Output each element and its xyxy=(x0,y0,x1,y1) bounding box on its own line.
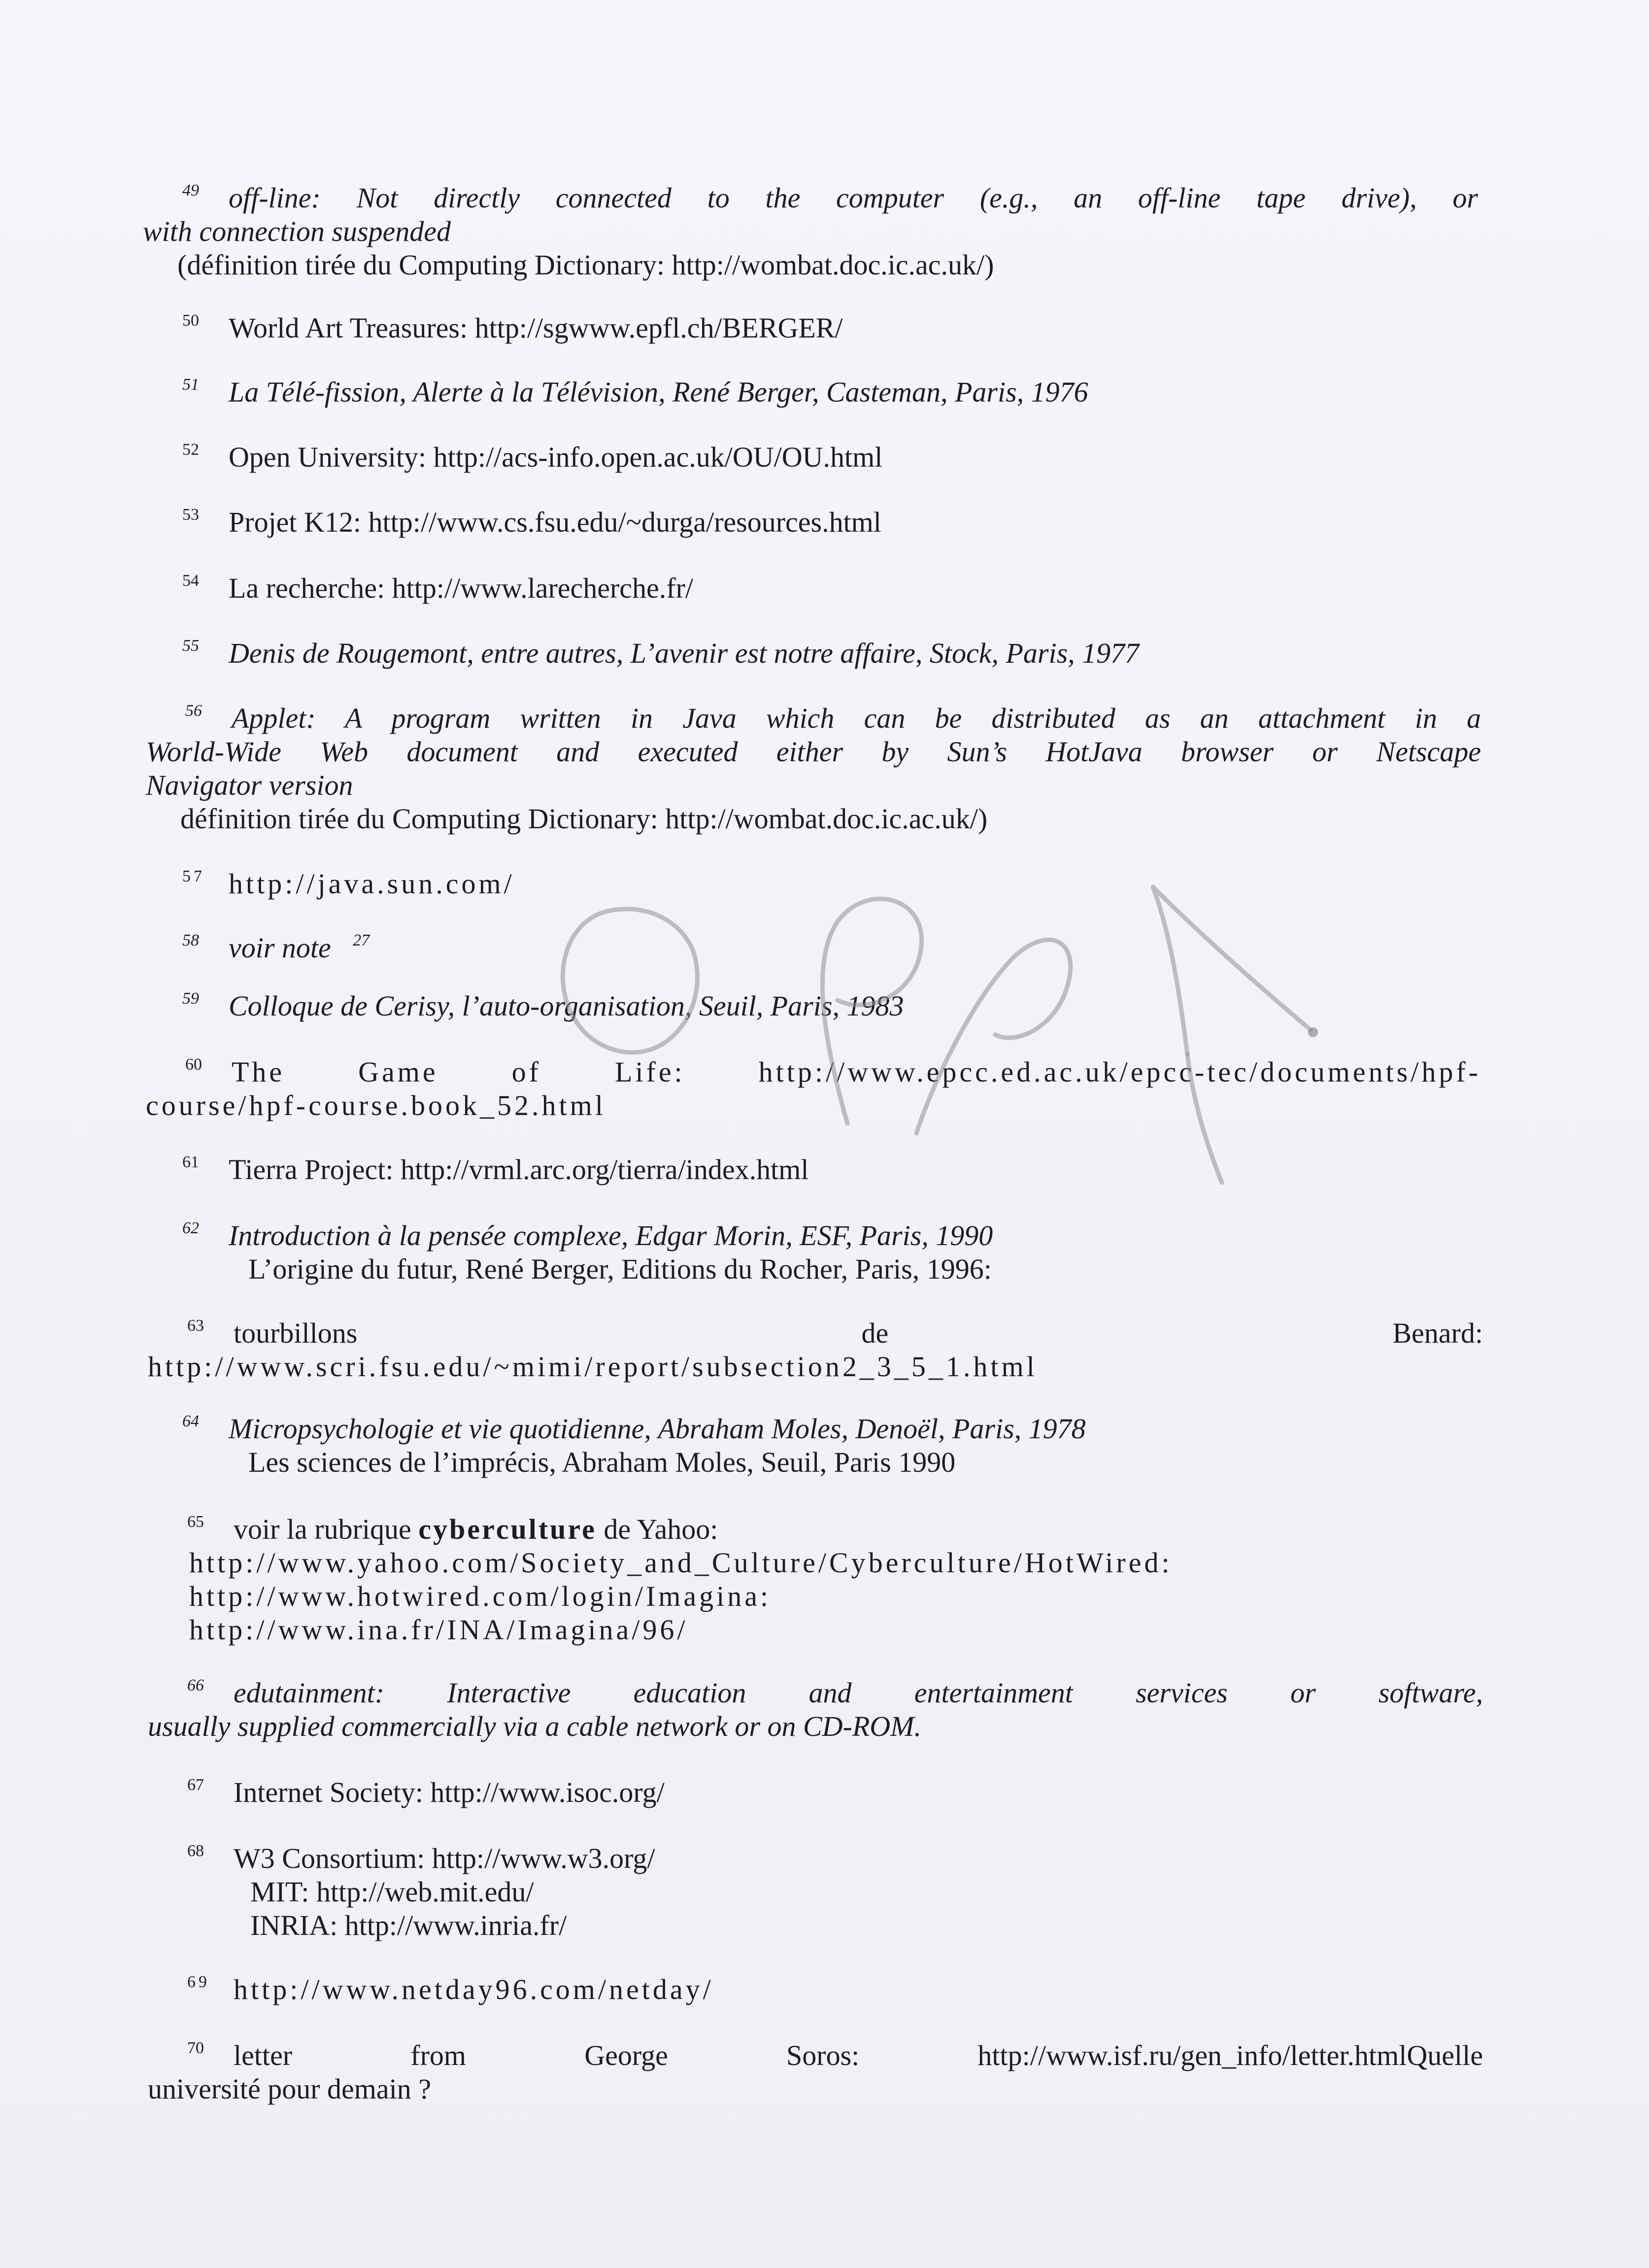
pencil-stroke-diagonal xyxy=(1153,887,1311,1054)
footnote-67 xyxy=(148,1776,1483,1809)
footnote-62 xyxy=(143,1219,1478,1286)
footnote-55 xyxy=(143,637,1478,670)
footnote-67-line-1: 67 Internet Society: http://www.isoc.org/ xyxy=(187,1776,665,1808)
footnote-text: voir la rubrique xyxy=(234,1513,411,1545)
footnote-63-line-2: http://www.scri.fsu.edu/~mimi/report/subsection2_3_5_1.html xyxy=(148,1351,1038,1383)
footnote-text: Colloque de Cerisy, l’auto-organisation, Seuil, Paris, 1983 xyxy=(229,990,904,1022)
footnote-64-line-1: 64 Micropsychologie et vie quotidienne, Abraham Moles, Denoël, Paris, 1978 xyxy=(182,1412,1086,1445)
handwritten-pencil-mark xyxy=(532,867,1439,1222)
footnote-63-line-1 xyxy=(148,1317,1483,1350)
footnote-49 xyxy=(143,181,1478,282)
footnote-53-line-1: 53 Projet K12: http://www.cs.fsu.edu/~durga/resources.html xyxy=(182,506,881,538)
footnote-62-line-2: L’origine du futur, René Berger, Editions du Rocher, Paris, 1996: xyxy=(248,1253,992,1285)
footnote-49-line-2: with connection suspended xyxy=(143,215,451,247)
footnote-49-line-3: (définition tirée du Computing Dictionary: http://wombat.doc.ic.ac.uk/) xyxy=(177,249,994,281)
footnote-text: Applet: A program written in Java which can be distributed as an attachment in a xyxy=(232,702,1481,734)
footnote-69 xyxy=(148,1973,1483,2006)
footnote-69-line-1: 69 http://www.netday96.com/netday/ xyxy=(187,1973,714,2005)
footnote-text: off-line: Not directly connected to the computer (e.g., an off-line tape drive), or xyxy=(229,182,1478,214)
pencil-dot xyxy=(1308,1027,1318,1037)
footnote-text: Micropsychologie et vie quotidienne, Abraham Moles, Denoël, Paris, 1978 xyxy=(229,1413,1086,1445)
footnote-58-line-1: 58 voir note 27 xyxy=(182,931,370,964)
footnote-59-line-1: 59 Colloque de Cerisy, l’auto-organisation, Seuil, Paris, 1983 xyxy=(182,989,904,1022)
footnote-56-line-3: Navigator version xyxy=(146,769,353,801)
footnote-61-line-1: 61 Tierra Project: http://vrml.arc.org/tierra/index.html xyxy=(182,1153,809,1185)
footnote-63-word: de xyxy=(861,1317,889,1349)
footnote-64-line-2: Les sciences de l’imprécis, Abraham Moles, Seuil, Paris 1990 xyxy=(248,1446,956,1478)
footnote-text: http://www.netday96.com/netday/ xyxy=(234,1973,714,2005)
footnote-56-line-2: World-Wide Web document and executed either by Sun’s HotJava browser or Netscape xyxy=(146,736,1481,768)
footnote-68-line-1: 68 W3 Consortium: http://www.w3.org/ xyxy=(187,1842,655,1874)
footnote-60-line-2: course/hpf-course.book_52.html xyxy=(146,1089,606,1121)
footnote-70-line-2: université pour demain ? xyxy=(148,2073,431,2105)
footnote-49-line-1: 49 off-line: Not directly connected to the computer (e.g., an off-line tape drive), or xyxy=(182,181,1478,214)
footnote-text: http://java.sun.com/ xyxy=(229,868,515,900)
footnote-68-line-2: MIT: http://web.mit.edu/ xyxy=(250,1876,534,1908)
footnote-text: W3 Consortium: http://www.w3.org/ xyxy=(234,1842,655,1874)
footnote-56-line-1: 56 Applet: A program written in Java which can be distributed as an attachment in a xyxy=(185,702,1481,734)
footnote-text: Denis de Rougemont, entre autres, L’avenir est notre affaire, Stock, Paris, 1977 xyxy=(229,637,1140,669)
footnote-51-line-1: 51 La Télé-fission, Alerte à la Télévision, René Berger, Casteman, Paris, 1976 xyxy=(182,375,1088,408)
footnote-text: voir note xyxy=(229,932,331,964)
footnote-text: letter from George Soros: http://www.isf.ru/gen_info/letter.htmlQuelle xyxy=(234,2039,1483,2071)
footnote-text: World Art Treasures: http://sgwww.epfl.ch/BERGER/ xyxy=(229,312,843,344)
footnote-50-line-1: 50 World Art Treasures: http://sgwww.epfl.ch/BERGER/ xyxy=(182,311,843,344)
footnote-text-tail: de Yahoo: xyxy=(604,1513,718,1545)
pencil-stroke-loop-1 xyxy=(822,899,921,1123)
footnote-68 xyxy=(148,1842,1483,1942)
footnote-66-line-1: 66 edutainment: Interactive education and entertainment services or software, xyxy=(187,1676,1483,1709)
footnote-text: tourbillons xyxy=(234,1317,358,1349)
footnote-51 xyxy=(143,375,1478,409)
footnote-56-line-4: définition tirée du Computing Dictionary: http://wombat.doc.ic.ac.uk/) xyxy=(180,803,988,835)
footnote-text: The Game of Life: http://www.epcc.ed.ac.uk/epcc-tec/documents/hpf- xyxy=(232,1056,1481,1088)
footnote-63-start: 63 tourbillons xyxy=(187,1317,358,1349)
footnote-text: Introduction à la pensée complexe, Edgar Morin, ESF, Paris, 1990 xyxy=(229,1219,993,1252)
footnote-55-line-1: 55 Denis de Rougemont, entre autres, L’avenir est notre affaire, Stock, Paris, 1977 xyxy=(182,637,1140,669)
footnote-54-line-1: 54 La recherche: http://www.larecherche.fr/ xyxy=(182,572,694,604)
footnote-text: La recherche: http://www.larecherche.fr/ xyxy=(229,572,694,604)
footnote-62-line-1: 62 Introduction à la pensée complexe, Edgar Morin, ESF, Paris, 1990 xyxy=(182,1219,993,1252)
cyberculture-keyword: cyberculture xyxy=(418,1513,597,1545)
footnote-54 xyxy=(143,572,1478,605)
footnote-52-line-1: 52 Open University: http://acs-info.open.ac.uk/OU/OU.html xyxy=(182,440,883,473)
footnote-65-url-ina: http://www.ina.fr/INA/Imagina/96/ xyxy=(189,1614,688,1646)
footnote-66 xyxy=(148,1676,1483,1743)
footnote-50 xyxy=(143,311,1478,345)
footnote-text: Open University: http://acs-info.open.ac.uk/OU/OU.html xyxy=(229,441,883,473)
footnote-63-word: Benard: xyxy=(1392,1317,1483,1349)
footnote-70-line-1: 70 letter from George Soros: http://www.isf.ru/gen_info/letter.htmlQuelle xyxy=(187,2039,1483,2071)
footnote-53 xyxy=(143,506,1478,539)
footnote-text: Projet K12: http://www.cs.fsu.edu/~durga/resources.html xyxy=(229,506,881,538)
footnote-65-url-yahoo: http://www.yahoo.com/Society_and_Culture/Cyberculture/HotWired: xyxy=(189,1547,1173,1579)
pencil-stroke-loop-2 xyxy=(916,940,1071,1133)
footnote-text: Internet Society: http://www.isoc.org/ xyxy=(234,1776,665,1808)
footnote-66-line-2: usually supplied commercially via a cable network or on CD-ROM. xyxy=(148,1710,921,1742)
pencil-stroke-tail xyxy=(1187,1054,1222,1183)
footnote-text: edutainment: Interactive education and entertainment services or software, xyxy=(234,1677,1483,1709)
footnote-57-line-1: 57 http://java.sun.com/ xyxy=(182,867,515,900)
footnote-65-url-hotwired: http://www.hotwired.com/login/Imagina: xyxy=(189,1580,772,1612)
footnote-70 xyxy=(148,2039,1483,2106)
footnote-text: Tierra Project: http://vrml.arc.org/tierra/index.html xyxy=(229,1153,809,1185)
footnote-60-line-1: 60 The Game of Life: http://www.epcc.ed.ac.uk/epcc-tec/documents/hpf- xyxy=(185,1055,1481,1088)
footnote-63 xyxy=(148,1317,1483,1384)
footnote-68-line-3: INRIA: http://www.inria.fr/ xyxy=(250,1909,567,1941)
footnote-64 xyxy=(143,1412,1478,1479)
pencil-stroke-oval xyxy=(563,909,697,1052)
footnote-65 xyxy=(148,1513,1483,1647)
footnote-52 xyxy=(143,440,1478,474)
footnote-56 xyxy=(146,702,1481,836)
footnote-text: La Télé-fission, Alerte à la Télévision, René Berger, Casteman, Paris, 1976 xyxy=(229,376,1088,408)
footnote-65-line-1: 65 voir la rubrique cyberculture de Yahoo: xyxy=(187,1513,718,1545)
